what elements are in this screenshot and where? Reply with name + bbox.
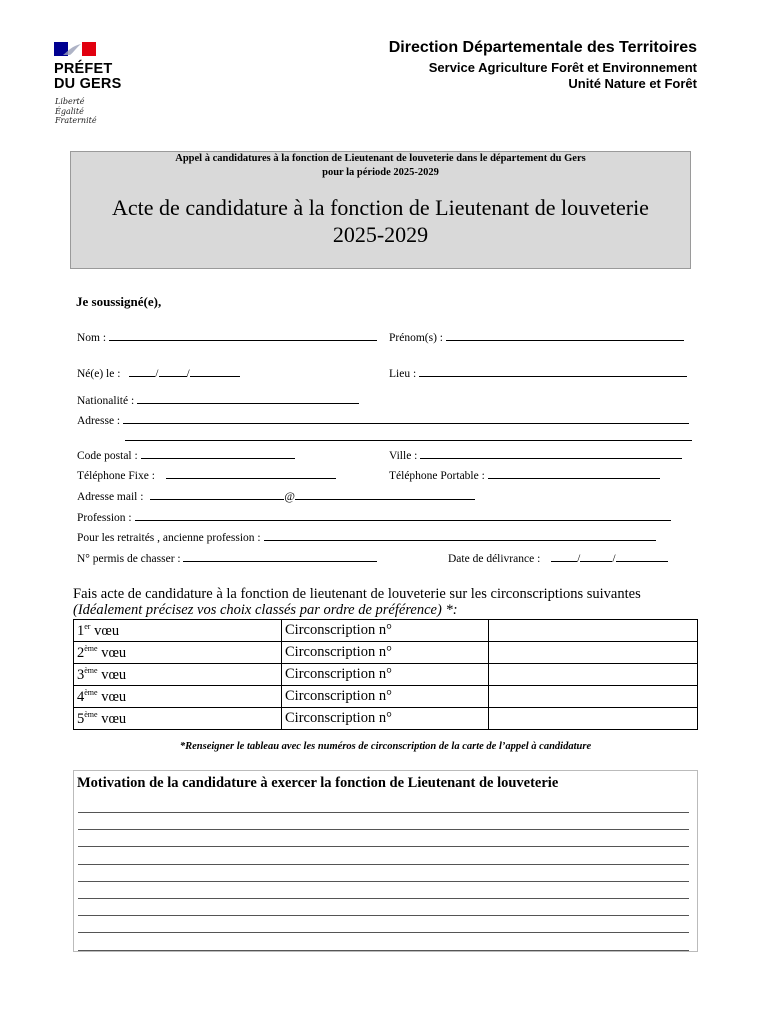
date-sep: / — [155, 368, 159, 380]
voeu-num: 4 — [77, 688, 85, 705]
banner-intro-line1: Appel à candidatures à la fonction de Lieutenant de louveterie dans le département du Gers — [175, 153, 586, 164]
nom-row — [77, 330, 377, 344]
circ-label: Circonscription n° — [285, 666, 392, 682]
voeu-rank — [74, 664, 282, 686]
retraites-row — [77, 530, 656, 544]
voeu-num: 1 — [77, 622, 85, 639]
voeu-word: vœu — [101, 644, 127, 661]
lieu-label: Lieu : — [389, 368, 417, 380]
voeu-sup: ème — [84, 687, 98, 697]
voeu-num: 5 — [77, 710, 85, 727]
voeu-row — [74, 686, 698, 708]
retraites-field[interactable] — [264, 530, 656, 541]
adresse-field-line2[interactable] — [125, 440, 692, 441]
motivation-line[interactable] — [78, 932, 689, 933]
voeu-circonscription-label — [282, 642, 489, 664]
date-sep: / — [186, 368, 190, 380]
motivation-title: Motivation de la candidature à exercer la fonction de Lieutenant de louveterie — [77, 775, 559, 791]
tel-portable-row — [389, 468, 660, 482]
devise-fraternite: Fraternité — [55, 116, 97, 125]
voeux-intro: Fais acte de candidature à la fonction de lieutenant de louveterie sur les circonscriptions suivantes — [73, 586, 641, 602]
je-soussigne: Je soussigné(e), — [76, 294, 162, 309]
devise-liberte: Liberté — [55, 97, 85, 106]
header-service: Service Agriculture Forêt et Environnement — [428, 60, 697, 75]
adresse-field[interactable] — [123, 413, 689, 424]
profession-row — [77, 510, 671, 524]
voeu-sup: ème — [84, 709, 98, 719]
motivation-line[interactable] — [78, 846, 689, 847]
voeux-hint: (Idéalement précisez vos choix classés par ordre de préférence) *: — [73, 602, 458, 618]
title-banner — [70, 151, 691, 269]
lieu-row — [389, 366, 687, 380]
tel-portable-label: Téléphone Portable : — [389, 470, 485, 482]
voeu-rank — [74, 708, 282, 730]
voeu-circonscription-label — [282, 686, 489, 708]
tel-portable-field[interactable] — [488, 468, 660, 479]
ne-le-label: Né(e) le : — [77, 368, 121, 380]
voeu-rank — [74, 642, 282, 664]
voeu-sup: er — [84, 621, 91, 631]
prefet-logo-text — [54, 62, 121, 92]
prenom-row — [389, 330, 684, 344]
prefet-line2: DU GERS — [54, 76, 122, 92]
date-sep: / — [577, 553, 581, 565]
adresse-row — [77, 413, 689, 427]
motivation-line[interactable] — [78, 829, 689, 830]
nom-field[interactable] — [109, 330, 377, 341]
retraites-label: Pour les retraités , ancienne profession : — [77, 532, 261, 544]
prenom-field[interactable] — [446, 330, 684, 341]
mail-label: Adresse mail : — [77, 491, 144, 503]
ville-field[interactable] — [420, 448, 682, 459]
nationalite-field[interactable] — [137, 393, 359, 404]
banner-title-line1: Acte de candidature à la fonction de Lieutenant de louveterie — [112, 195, 649, 220]
nom-label: Nom : — [77, 332, 107, 344]
profession-field[interactable] — [135, 510, 671, 521]
lieu-field[interactable] — [419, 366, 687, 377]
delivrance-month-field[interactable] — [580, 551, 612, 562]
banner-intro-line2: pour la période 2025-2029 — [322, 167, 439, 178]
delivrance-row — [448, 551, 668, 565]
voeux-table — [73, 619, 698, 730]
voeu-num: 3 — [77, 666, 85, 683]
prefet-line1: PRÉFET — [54, 61, 113, 77]
birth-month-field[interactable] — [159, 366, 187, 377]
motivation-line[interactable] — [78, 898, 689, 899]
voeu-circonscription-field[interactable] — [489, 642, 698, 664]
profession-label: Profession : — [77, 512, 132, 524]
voeu-rank — [74, 686, 282, 708]
mail-row — [77, 489, 475, 503]
permis-row — [77, 551, 377, 565]
permis-field[interactable] — [183, 551, 377, 562]
ville-row — [389, 448, 682, 462]
circ-label: Circonscription n° — [285, 710, 392, 726]
voeu-word: vœu — [101, 666, 127, 683]
date-sep: / — [612, 553, 616, 565]
code-postal-label: Code postal : — [77, 450, 138, 462]
devise-egalite: Égalité — [55, 106, 84, 116]
nationalite-label: Nationalité : — [77, 395, 135, 407]
voeu-row — [74, 642, 698, 664]
marianne-flag-icon — [54, 42, 96, 56]
motivation-box — [73, 770, 698, 952]
voeu-word: vœu — [94, 622, 120, 639]
code-postal-row — [77, 448, 295, 462]
birth-day-field[interactable] — [129, 366, 155, 377]
mail-at: @ — [284, 491, 295, 503]
voeu-row — [74, 620, 698, 642]
voeu-row — [74, 708, 698, 730]
voeu-num: 2 — [77, 644, 85, 661]
motivation-line[interactable] — [78, 881, 689, 882]
circ-label: Circonscription n° — [285, 688, 392, 704]
mail-user-field[interactable] — [150, 489, 284, 500]
voeu-circonscription-field[interactable] — [489, 686, 698, 708]
circ-label: Circonscription n° — [285, 644, 392, 660]
voeu-circonscription-field[interactable] — [489, 620, 698, 642]
header-direction: Direction Départementale des Territoires — [388, 39, 697, 56]
naissance-row — [77, 366, 240, 380]
voeu-circonscription-label — [282, 664, 489, 686]
voeu-sup: ème — [84, 665, 98, 675]
adresse-label: Adresse : — [77, 415, 121, 427]
delivrance-label: Date de délivrance : — [448, 553, 541, 565]
voeu-circonscription-field[interactable] — [489, 664, 698, 686]
code-postal-field[interactable] — [141, 448, 295, 459]
prenom-label: Prénom(s) : — [389, 332, 443, 344]
circ-label: Circonscription n° — [285, 622, 392, 638]
devise — [55, 97, 97, 126]
motivation-line[interactable] — [78, 812, 689, 813]
motivation-line[interactable] — [78, 915, 689, 916]
delivrance-day-field[interactable] — [551, 551, 577, 562]
motivation-line[interactable] — [78, 950, 689, 951]
voeux-note: *Renseigner le tableau avec les numéros de circonscription de la carte de l’appel à candidature — [179, 741, 592, 752]
banner-title-line2: 2025-2029 — [332, 222, 429, 247]
permis-label: N° permis de chasser : — [77, 553, 181, 565]
voeu-row — [74, 664, 698, 686]
header-unite: Unité Nature et Forêt — [568, 76, 697, 91]
nationalite-row — [77, 393, 359, 407]
ville-label: Ville : — [389, 450, 418, 462]
tel-fixe-row — [77, 468, 336, 482]
delivrance-year-field[interactable] — [616, 551, 668, 562]
motivation-line[interactable] — [78, 864, 689, 865]
voeu-word: vœu — [101, 710, 127, 727]
tel-fixe-label: Téléphone Fixe : — [77, 470, 155, 482]
voeu-sup: ème — [84, 643, 98, 653]
voeu-circonscription-label — [282, 620, 489, 642]
mail-domain-field[interactable] — [295, 489, 475, 500]
voeu-word: vœu — [101, 688, 127, 705]
tel-fixe-field[interactable] — [166, 468, 336, 479]
birth-year-field[interactable] — [190, 366, 240, 377]
voeu-rank — [74, 620, 282, 642]
voeu-circonscription-field[interactable] — [489, 708, 698, 730]
voeu-circonscription-label — [282, 708, 489, 730]
